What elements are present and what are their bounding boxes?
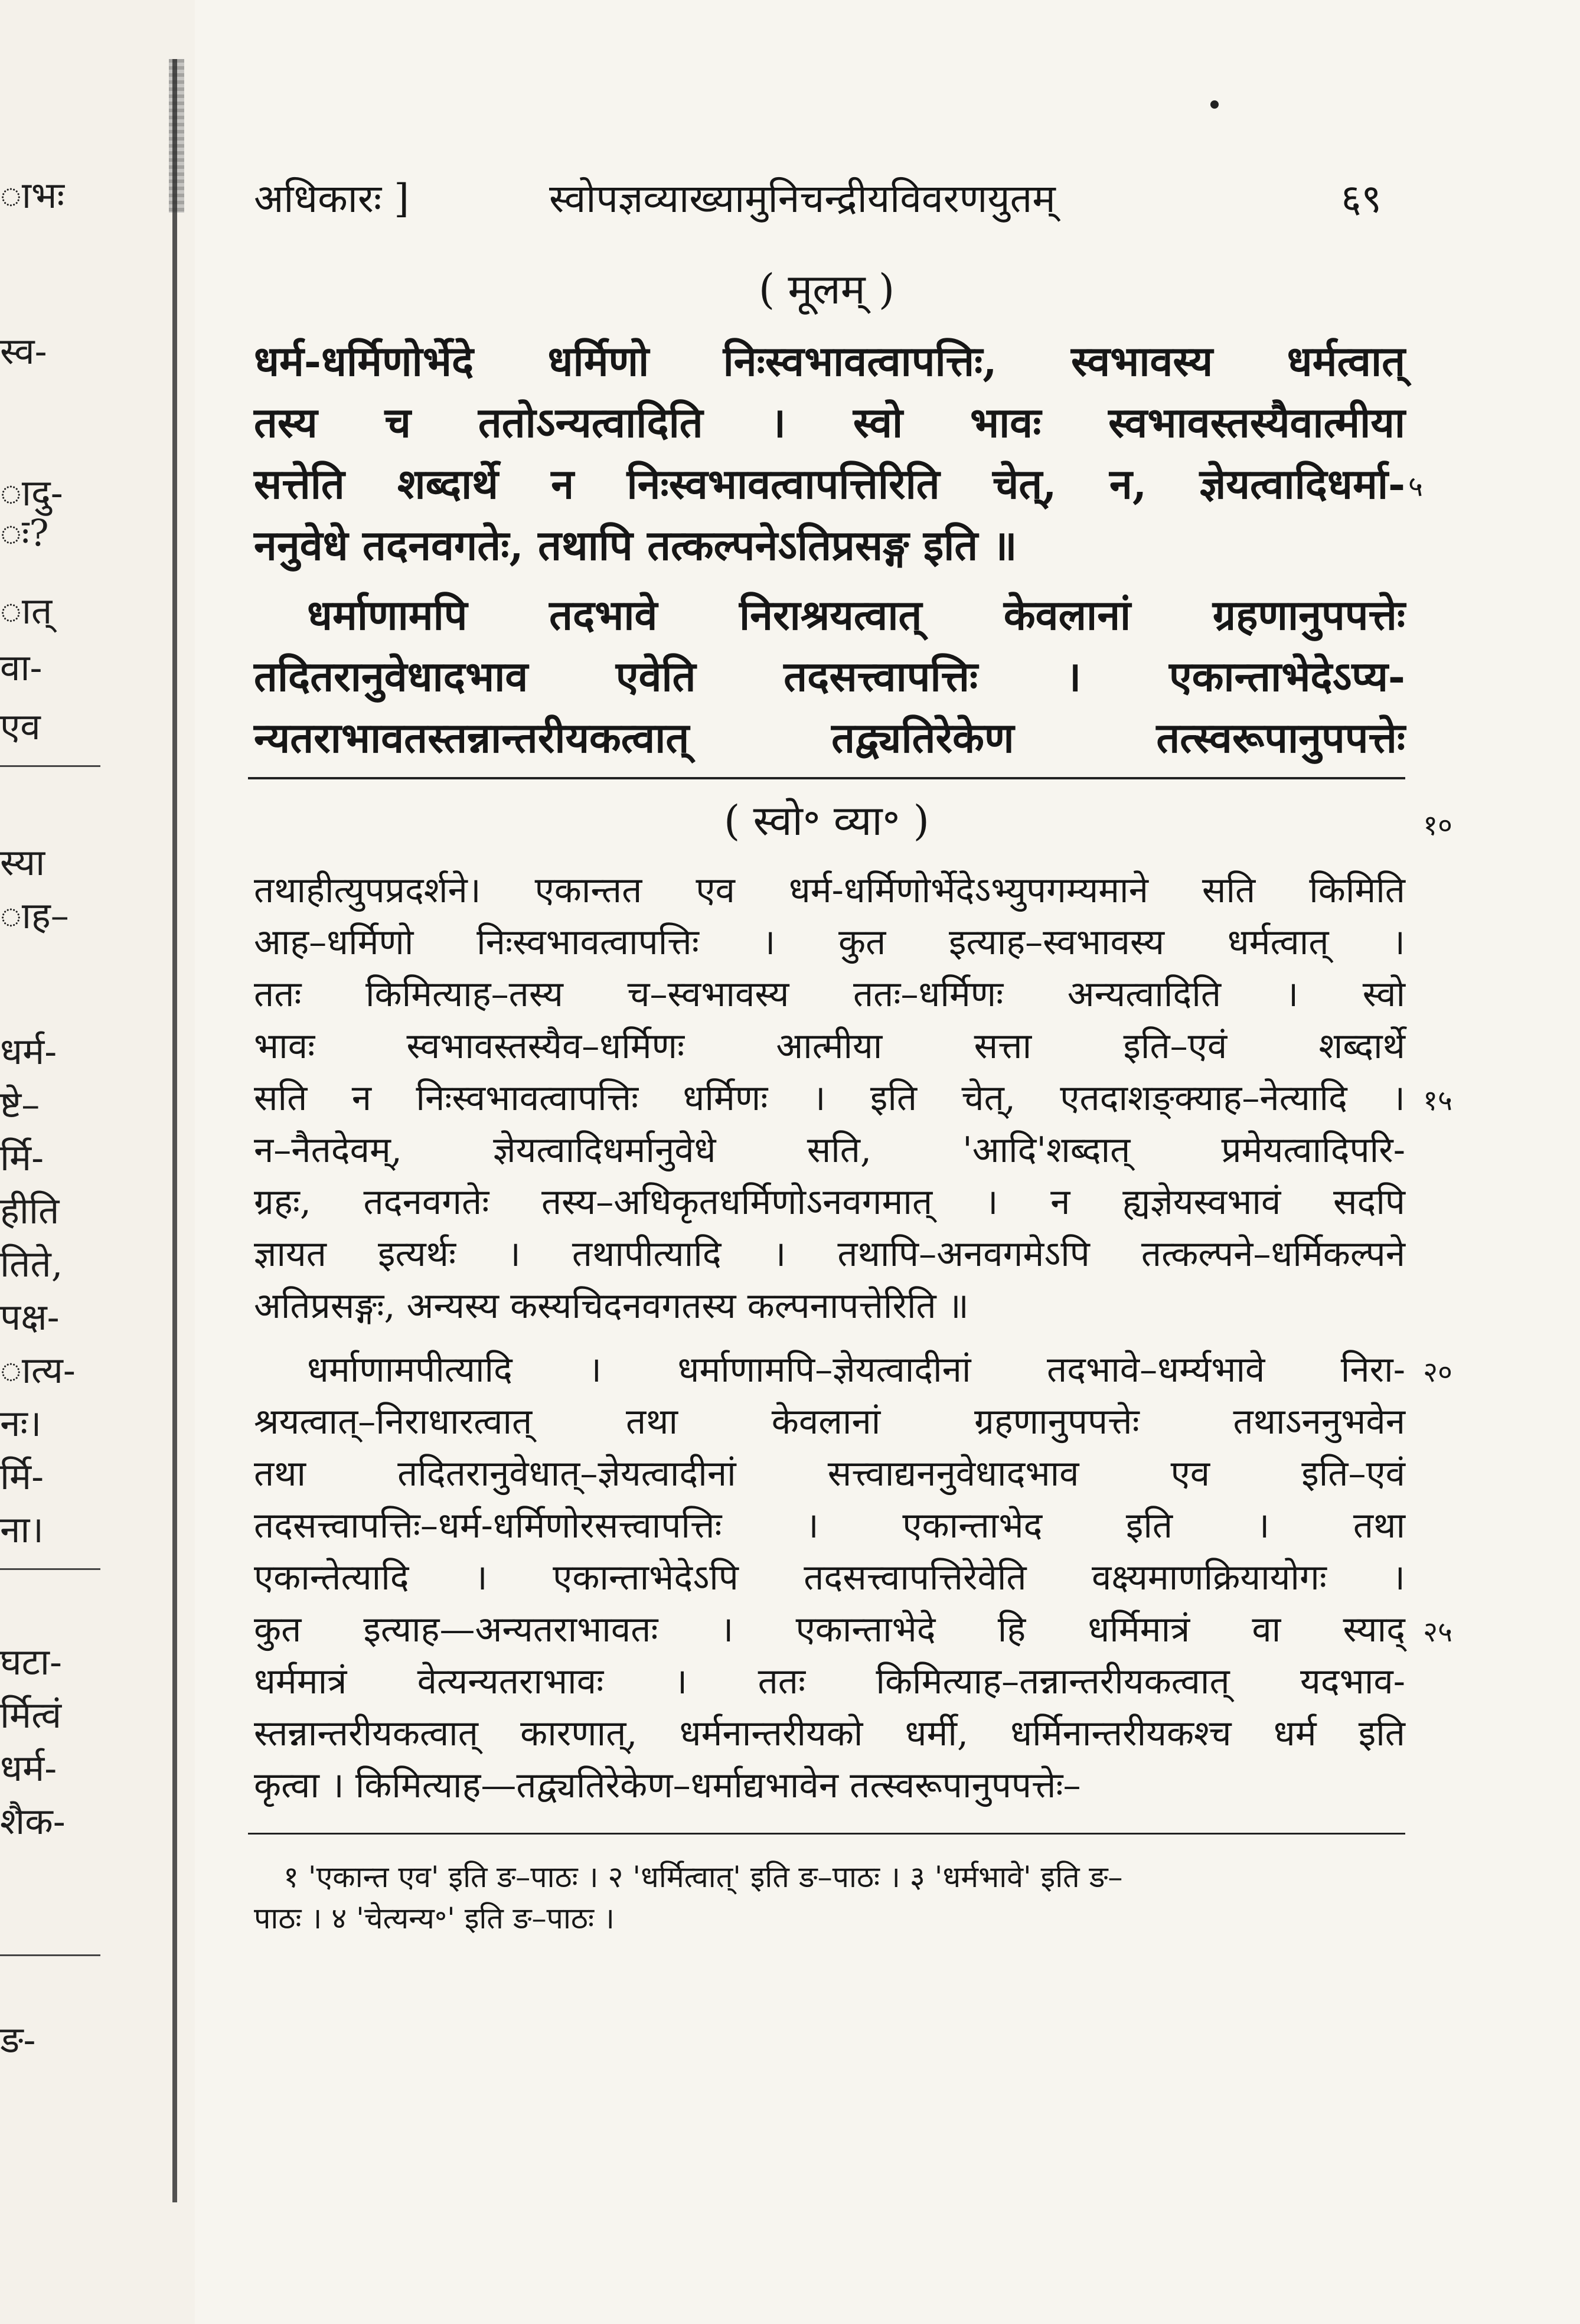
commentary-line: आह–धर्मिणो निःस्वभावत्वापत्तिः । कुत इत्याह–स्वभावस्य धर्मत्वात् । <box>254 922 1405 963</box>
margin-fragment: धर्म- <box>0 1747 57 1790</box>
footnote-line: १ 'एकान्त एव' इति ङ–पाठः । २ 'धर्मित्वात्' इति ङ–पाठः । ३ 'धर्मभावे' इति ङ– <box>283 1860 1123 1894</box>
commentary-line: धर्माणामपीत्यादि । धर्माणामपि–ज्ञेयत्वादीनां तदभावे–धर्म्यभावे निरा- <box>307 1349 1405 1391</box>
mula-line: न्यतराभावतस्तन्नान्तरीयकत्वात् तद्व्यतिरेकेण तत्स्वरूपानुपपत्तेः <box>254 713 1405 762</box>
running-header <box>248 172 1405 226</box>
margin-fragment: ाह– <box>0 894 69 937</box>
margin-fragment: पक्ष- <box>0 1295 60 1339</box>
mula-line: तदितरानुवेधादभाव एवेति तदसत्त्वापत्तिः । एकान्ताभेदेऽप्य- <box>254 652 1405 701</box>
margin-fragment: धर्म- <box>0 1030 57 1073</box>
margin-fragment: स्या <box>0 841 45 884</box>
margin-fragment: स्व- <box>0 329 47 373</box>
margin-fragment: ाभः <box>0 174 64 217</box>
commentary-line: ग्रहः, तदनवगतेः तस्य–अधिकृतधर्मिणोऽनवगमात् । न ह्यज्ञेयस्वभावं सदपि <box>254 1181 1405 1223</box>
commentary-line: स्तन्नान्तरीयकत्वात् कारणात्, धर्मनान्तरीयको धर्मी, धर्मिनान्तरीयकश्च धर्म इति <box>254 1713 1405 1754</box>
binding-edge <box>172 59 177 2202</box>
margin-line-number: १५ <box>1423 1084 1452 1117</box>
commentary-line: धर्ममात्रं वेत्यन्यतराभावः । ततः किमित्याह–तन्नान्तरीयकत्वात् यदभाव- <box>254 1661 1405 1702</box>
margin-line-number: ५ <box>1408 470 1423 503</box>
margin-fragment: हीति <box>0 1189 60 1232</box>
commentary-line: अतिप्रसङ्गः, अन्यस्य कस्यचिदनवगतस्य कल्पनापत्तेरिति ॥ <box>254 1285 969 1327</box>
margin-fragment: घटा- <box>0 1640 62 1683</box>
page <box>248 0 1452 2324</box>
margin-fragment: ात्य- <box>0 1349 76 1392</box>
margin-fragment: शैक- <box>0 1800 66 1843</box>
commentary-line: न–नैतदेवम्, ज्ञेयत्वादिधर्मानुवेधे सति, 'आदि'शब्दात् प्रमेयत्वादिपरि- <box>254 1130 1405 1171</box>
page-number: ६९ <box>1341 176 1382 221</box>
margin-rule <box>0 765 100 767</box>
margin-fragment: ङ- <box>0 2018 36 2061</box>
margin-line-number: २५ <box>1423 1615 1452 1649</box>
commentary-line: तथा तदितरानुवेधात्–ज्ञेयत्वादीनां सत्त्वाद्यननुवेधादभाव एव इति–एवं <box>254 1453 1405 1494</box>
commentary-line: कुत इत्याह—अन्यतराभावतः । एकान्ताभेदे हि धर्मिमात्रं वा स्याद् <box>254 1609 1405 1650</box>
running-title: स्वोपज्ञव्याख्यामुनिचन्द्रीयविवरणयुतम् <box>549 176 1056 221</box>
mula-line: ननुवेधे तदनवगतेः, तथापि तत्कल्पनेऽतिप्रसङ्ग इति ॥ <box>254 521 1017 570</box>
mula-line: धर्म-धर्मिणोर्भेदे धर्मिणो निःस्वभावत्वापत्तिः, स्वभावस्य धर्मत्वात् <box>254 337 1405 386</box>
margin-line-number: २० <box>1423 1356 1452 1389</box>
margin-fragment: र्मि- <box>0 1136 44 1179</box>
commentary-heading: ( स्वो॰ व्या॰ ) <box>724 797 929 845</box>
commentary-line: भावः स्वभावस्तस्यैव–धर्मिणः आत्मीया सत्ता इति–एवं शब्दार्थे <box>254 1026 1405 1067</box>
margin-line-number: १० <box>1423 809 1452 842</box>
margin-fragment: र्मित्वं <box>0 1693 62 1737</box>
commentary-line: कृत्वा । किमित्याह—तद्व्यतिरेकेण–धर्माद्यभावेन तत्स्वरूपानुपपत्तेः– <box>254 1765 1081 1806</box>
commentary-line: एकान्तेत्यादि । एकान्ताभेदेऽपि तदसत्त्वापत्तिरेवेति वक्ष्यमाणक्रियायोगः । <box>254 1557 1405 1598</box>
commentary-line: तदसत्त्वापत्तिः–धर्म-धर्मिणोरसत्त्वापत्तिः । एकान्ताभेद इति । तथा <box>254 1505 1405 1546</box>
section-divider <box>248 777 1405 779</box>
margin-fragment: तिते, <box>0 1242 63 1285</box>
margin-rule <box>0 1568 100 1570</box>
margin-fragment: वा- <box>0 646 43 689</box>
commentary-line: तथाहीत्युपप्रदर्शने। एकान्तत एव धर्म-धर्मिणोर्भेदेऽभ्युपगम्यमाने सति किमिति <box>254 870 1405 911</box>
mula-line: तस्य च ततोऽन्यत्वादिति । स्वो भावः स्वभावस्तस्यैवात्मीया <box>254 398 1405 447</box>
mula-line: धर्माणामपि तदभावे निराश्रयत्वात् केवलानां ग्रहणानुपपत्तेः <box>307 590 1405 639</box>
footnote-line: पाठः । ४ 'चेत्यन्य॰' इति ङ–पाठः । <box>254 1901 615 1935</box>
section-label: अधिकारः ] <box>254 176 409 221</box>
margin-fragment: ः? <box>0 511 49 554</box>
margin-rule <box>0 1954 100 1956</box>
margin-fragment: ात् <box>0 589 53 632</box>
margin-fragment: ादु- <box>0 471 63 514</box>
margin-fragment: ना। <box>0 1508 44 1551</box>
margin-fragment: र्मि- <box>0 1455 44 1498</box>
mula-line: सत्तेति शब्दार्थे न निःस्वभावत्वापत्तिरिति चेत्, न, ज्ञेयत्वादिधर्मा- <box>254 459 1405 508</box>
commentary-line: श्रयत्वात्–निराधारत्वात् तथा केवलानां ग्रहणानुपपत्तेः तथाऽननुभवेन <box>254 1401 1405 1442</box>
commentary-line: ज्ञायत इत्यर्थः । तथापीत्यादि । तथापि–अनवगमेऽपि तत्कल्पने–धर्मिकल्पने <box>254 1233 1405 1275</box>
adjacent-page-margin <box>0 0 195 2324</box>
margin-fragment: ष्टे– <box>0 1083 40 1126</box>
commentary-line: सति न निःस्वभावत्वापत्तिः धर्मिणः । इति चेत्, एतदाशङ्क्याह–नेत्यादि । <box>254 1078 1405 1119</box>
margin-fragment: नः। <box>0 1402 42 1445</box>
mula-heading: ( मूलम् ) <box>758 265 895 314</box>
commentary-line: ततः किमित्याह–तस्य च–स्वभावस्य ततः–धर्मिणः अन्यत्वादिति । स्वो <box>254 974 1405 1015</box>
footnote-divider <box>248 1833 1405 1835</box>
margin-fragment: एव <box>0 705 41 748</box>
